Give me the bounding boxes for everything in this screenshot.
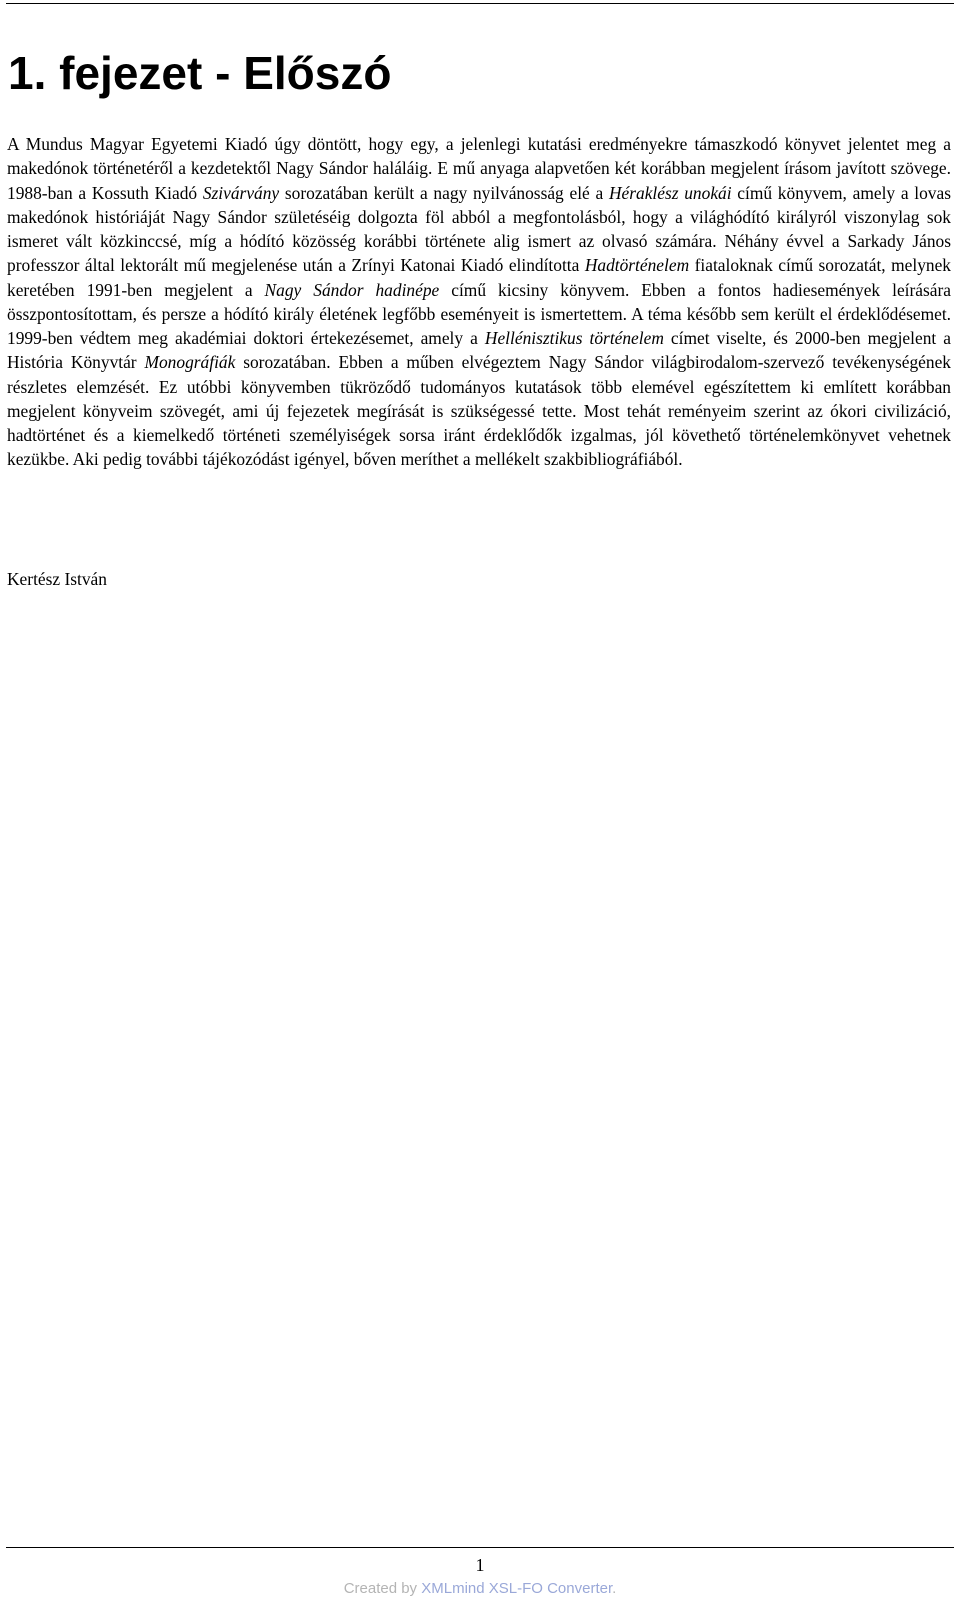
italic-title-szivarvany: Szivárvány <box>202 182 280 203</box>
converter-link[interactable]: XMLmind XSL-FO Converter <box>421 1580 613 1597</box>
text-run: címet viselte, és 2000-ben megjelent a História Könyvtár <box>7 328 951 373</box>
text-run: fiataloknak című sorozatát, melynek keretében 1991-ben megjelent a <box>7 255 952 300</box>
header-rule <box>6 3 954 4</box>
text-run: sorozatában. Ebben a műben elvégeztem Nagy Sándor világbirodalom-szervező tevékenységének részletes elemzését. Ez utóbbi könyvemben tükröződő tudományos kutatások több elemével egészítettem ki említett korábban megjelent könyveim szövegét, ami új fejezetek megírását is szükségessé tette. Most tehát reményeim szerint az ókori civilizáció, hadtörténet és a kiemelkedő történeti személyiségek sorsa iránt érdeklődők izgalmas, jól követhető történelemkönyvet vehetnek kezükbe. Aki pedig további tájékozódást igényel, bőven meríthet a mellékelt szakbibliográfiából. <box>7 352 951 470</box>
italic-title-heraklesz-unokai: Héraklész unokái <box>608 182 732 203</box>
credit-suffix: . <box>612 1580 617 1597</box>
page-number: 1 <box>475 1555 485 1575</box>
author-signature: Kertész István <box>7 569 107 589</box>
text-run: című kicsiny könyvem. Ebben a fontos hadiesemények leírására összpontosítottam, és persze a hódító király életének legfőbb eseményeit is ismertettem. A téma később sem került el érdeklődésemet. 1999-ben védtem meg akadémiai doktori értekezésemet, amely a <box>7 279 951 348</box>
footer-rule <box>6 1547 954 1548</box>
italic-title-hadtortenelem: Hadtörténelem <box>584 255 690 276</box>
italic-title-hellenisztikus-tortenelem: Hellénisztikus történelem <box>484 328 664 348</box>
credit-prefix: Created by <box>343 1580 422 1597</box>
preface-paragraph <box>7 132 951 472</box>
italic-title-monografiak: Monográfiák <box>144 352 236 373</box>
chapter-title: 1. fejezet - Előszó <box>8 47 392 99</box>
converter-credit <box>0 1580 960 1598</box>
italic-title-nagy-sandor-hadinepe: Nagy Sándor hadinépe <box>264 279 440 300</box>
text-run: című könyvem, amely a lovas makedónok históriáját Nagy Sándor születéséig dolgozta föl abból a megfontolásból, hogy a világhódító királyról viszonylag sok ismeret vált közkinccsé, míg a hódító közösség korábbi története alig ismert az olvasó számára. Néhány évvel a Sarkady János professzor által lektorált mű megjelenése után a Zrínyi Katonai Kiadó elindította <box>7 182 951 276</box>
text-run: A Mundus Magyar Egyetemi Kiadó úgy döntött, hogy egy, a jelenlegi kutatási eredményekre támaszkodó könyvet jelentet meg a makedónok történetéről a kezdetektől Nagy Sándor haláláig. E mű anyaga alapvetően két korábban megjelent írásom javított szövege. 1988-ban a Kossuth Kiadó <box>7 134 951 203</box>
text-run: sorozatában került a nagy nyilvánosság elé a <box>279 182 609 203</box>
